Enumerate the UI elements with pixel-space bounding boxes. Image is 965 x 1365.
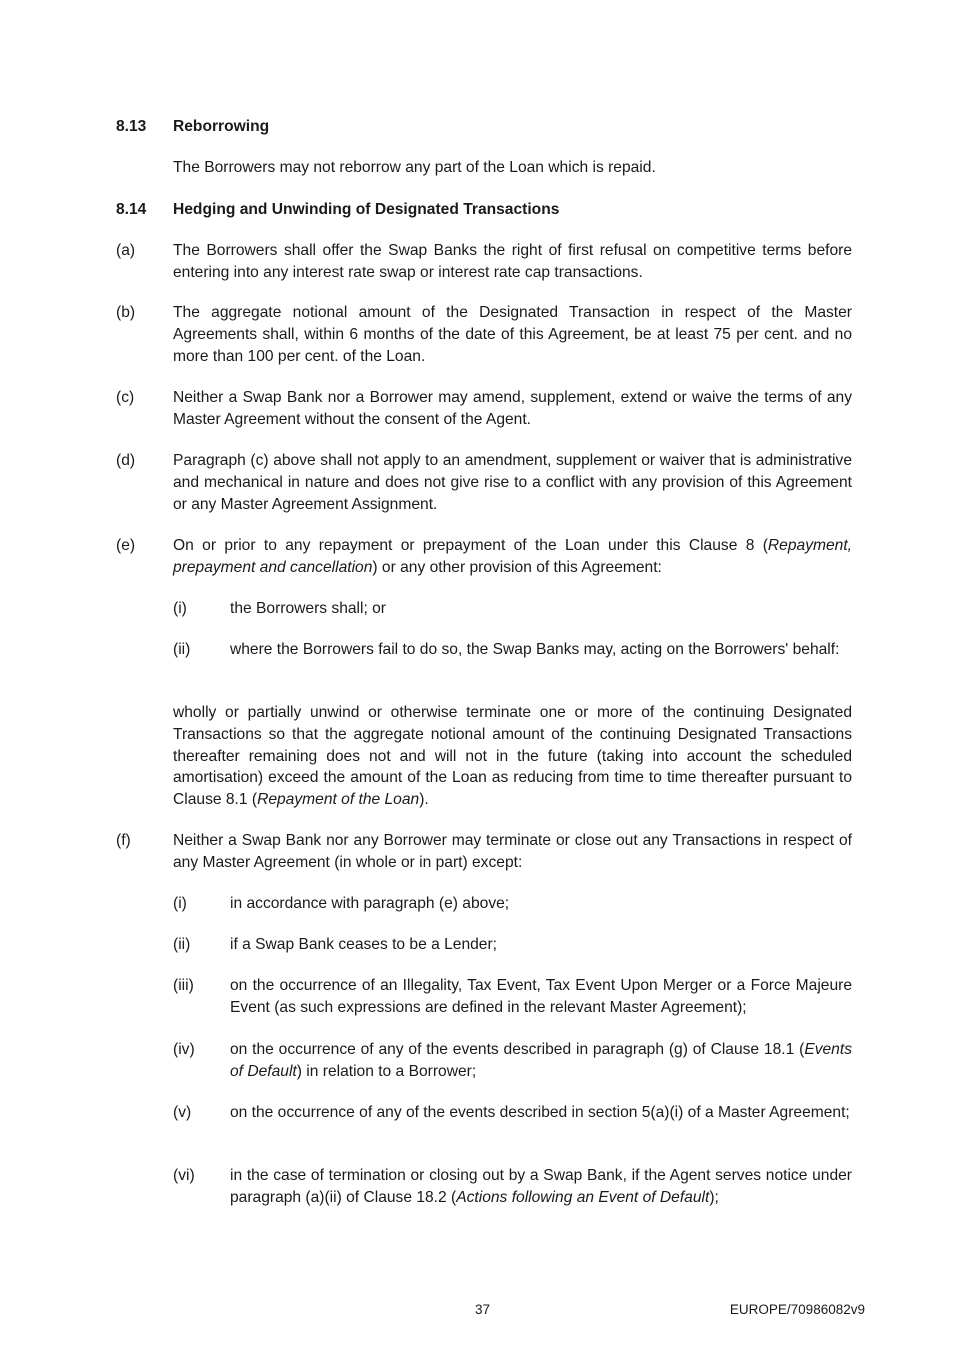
paragraph-label: (a) [116, 242, 136, 259]
item-text: on the occurrence of any of the events described in paragraph (g) of Clause 18.1 (Events of Default) in relation to a Borrower; [230, 1041, 852, 1080]
document-reference: EUROPE/70986082v9 [729, 1302, 865, 1317]
paragraph-text: Neither a Swap Bank nor any Borrower may terminate or close out any Transactions in respect of any Master Agreement (in whole or in part) except: [173, 832, 852, 871]
item-text: if a Swap Bank ceases to be a Lender; [230, 936, 497, 953]
list-item-f-vi [173, 1165, 852, 1209]
list-item-f-iv [173, 1039, 852, 1083]
list-item-f-v [173, 1102, 852, 1124]
paragraph-text: The Borrowers shall offer the Swap Banks the right of first refusal on competitive terms before entering into any interest rate swap or interest rate cap transactions. [173, 242, 852, 281]
clause-reference: Actions following an Event of Default [456, 1188, 710, 1206]
paragraph-c [116, 387, 852, 431]
paragraph-text: Neither a Swap Bank nor a Borrower may amend, supplement, extend or waive the terms of any Master Agreement without the consent of the Agent. [173, 389, 852, 428]
list-item-e-i [173, 598, 852, 620]
paragraph-text: On or prior to any repayment or prepayment of the Loan under this Clause 8 (Repayment, prepayment and cancellation) or any other provision of this Agreement: [173, 537, 852, 576]
section-heading-8-14 [116, 199, 852, 221]
item-label: (i) [173, 895, 187, 912]
section-8-13-text: The Borrowers may not reborrow any part of the Loan which is repaid. [173, 159, 656, 176]
item-text: in accordance with paragraph (e) above; [230, 895, 510, 912]
paragraph-b [116, 302, 852, 367]
paragraph-e [116, 535, 852, 579]
section-heading-8-13 [116, 116, 852, 138]
item-label: (v) [173, 1104, 192, 1121]
paragraph-e-tail: wholly or partially unwind or otherwise terminate one or more of the continuing Designated Transactions so that the aggregate notional amount of the continuing Designated Transactions thereafter remaining does not and will not in the future (taking into account the scheduled amortisation) exceed the amount of the Loan as reducing from time to time thereafter pursuant to Clause 8.1 (Repayment of the Loan). [173, 704, 852, 809]
clause-reference: Events of Default [230, 1041, 852, 1080]
section-title: Hedging and Unwinding of Designated Transactions [173, 201, 560, 218]
item-text: on the occurrence of any of the events described in section 5(a)(i) of a Master Agreement; [230, 1104, 850, 1121]
paragraph-a [116, 240, 852, 284]
item-text: on the occurrence of an Illegality, Tax Event, Tax Event Upon Merger or a Force Majeure Event (as such expressions are defined in the relevant Master Agreement); [230, 977, 852, 1016]
item-label: (i) [173, 600, 187, 617]
paragraph-label: (c) [116, 389, 135, 406]
list-item-e-ii [173, 639, 852, 661]
item-text: the Borrowers shall; or [230, 600, 386, 617]
paragraph-label: (b) [116, 304, 136, 321]
item-label: (ii) [173, 936, 191, 953]
item-text: where the Borrowers fail to do so, the Swap Banks may, acting on the Borrowers' behalf: [230, 641, 840, 658]
clause-reference: Repayment of the Loan [257, 791, 420, 809]
list-item-f-i [173, 893, 852, 915]
item-label: (iii) [173, 977, 194, 994]
paragraph-label: (e) [116, 537, 136, 554]
section-number: 8.13 [116, 118, 147, 135]
item-label: (ii) [173, 641, 191, 658]
item-label: (iv) [173, 1041, 195, 1058]
paragraph-f [116, 830, 852, 874]
list-item-f-ii [173, 934, 852, 956]
section-number: 8.14 [116, 201, 147, 218]
clause-reference: Repayment, prepayment and cancellation [173, 537, 852, 576]
paragraph-label: (d) [116, 452, 136, 469]
paragraph-text: The aggregate notional amount of the Designated Transaction in respect of the Master Agreements shall, within 6 months of the date of this Agreement, be at least 75 per cent. and no more than 100 per cent. of the Loan. [173, 304, 852, 365]
page-number: 37 [475, 1302, 491, 1317]
paragraph-label: (f) [116, 832, 131, 849]
paragraph-text: Paragraph (c) above shall not apply to an amendment, supplement or waiver that is administrative and mechanical in nature and does not give rise to a conflict with any provision of this Agreement or any Master Agreement Assignment. [173, 452, 852, 513]
list-item-f-iii [173, 975, 852, 1019]
paragraph-d [116, 450, 852, 515]
section-title: Reborrowing [173, 118, 270, 135]
item-label: (vi) [173, 1167, 195, 1184]
item-text: in the case of termination or closing out by a Swap Bank, if the Agent serves notice under paragraph (a)(ii) of Clause 18.2 (Actions following an Event of Default); [230, 1167, 852, 1206]
